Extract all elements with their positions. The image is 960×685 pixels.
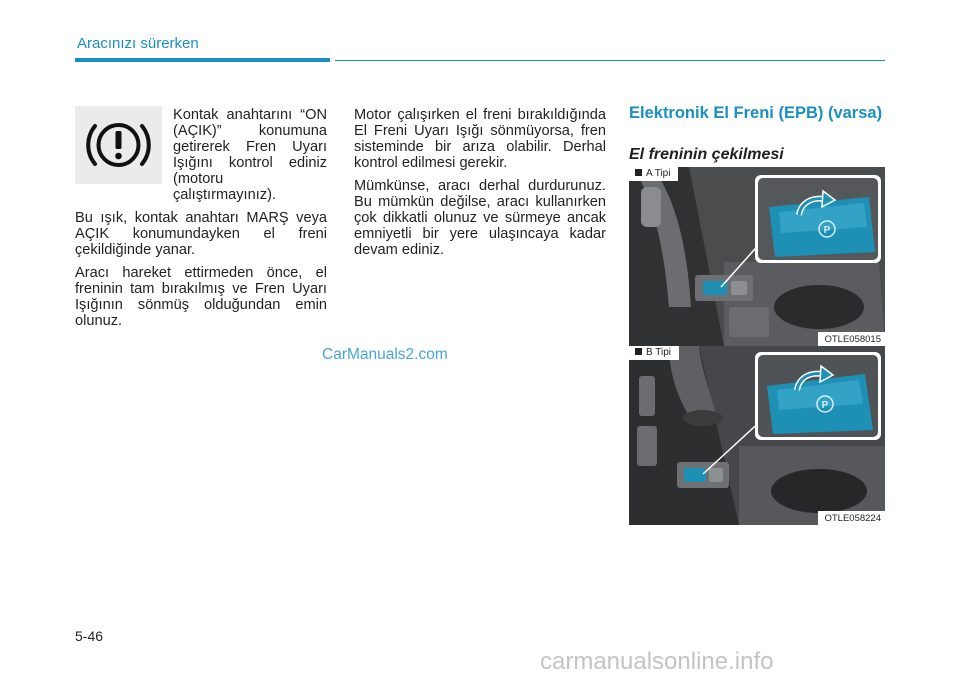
figure-a-tag-label: A Tipi	[646, 168, 671, 179]
header-rule-thick	[75, 58, 330, 62]
console-photo-b	[629, 346, 885, 525]
section-title: Aracınızı sürerken	[77, 35, 199, 52]
column1-paragraph-1: Bu ışık, kontak anahtarı MARŞ veya AÇIK konumundayken el freni çekildiğinde yanar.	[75, 210, 327, 258]
figure-a-tag	[629, 167, 678, 181]
column1-paragraph-2: Aracı hareket ettirmeden önce, el freninin tam bırakılmış ve Fren Uyarı Işığının sönmüş olduğundan emin olunuz.	[75, 265, 327, 329]
column1-body	[75, 210, 327, 329]
page-number: 5-46	[75, 628, 104, 644]
figure-type-b	[629, 346, 885, 525]
footer-watermark: carmanualsonline.info	[540, 648, 774, 675]
epb-button-glyph-b: P	[821, 400, 829, 411]
brake-warning-icon-box	[75, 106, 162, 184]
column2-paragraph-2: Mümkünse, aracı derhal durdurunuz. Bu mümkün değilse, aracı kullanırken çok dikkatli olunuz ve sürmeye ancak emniyetli bir yere ulaşıncaya kadar devam ediniz.	[354, 178, 606, 258]
figure-a-code: OTLE058015	[818, 332, 885, 346]
watermark-link[interactable]: CarManuals2.com	[322, 346, 448, 363]
epb-heading: Elektronik El Freni (EPB) (varsa)	[629, 104, 883, 122]
figure-b-tag-label: B Tipi	[646, 347, 672, 358]
column2-body	[354, 107, 606, 258]
epb-subheading: El freninin çekilmesi	[629, 146, 784, 163]
icon-note-text: Kontak anahtarını “ON (AÇIK)” konumuna getirerek Fren Uyarı Işığını kontrol ediniz (motoru çalıştırmayınız).	[173, 107, 327, 203]
figure-b-tag	[629, 346, 679, 360]
epb-button-glyph-a: P	[823, 225, 831, 236]
figure-b-code: OTLE058224	[818, 511, 885, 525]
brake-warning-icon	[75, 106, 162, 184]
column2-paragraph-1: Motor çalışırken el freni bırakıldığında El Freni Uyarı Işığı sönmüyorsa, fren sisteminde bir arıza olabilir. Derhal kontrol edilmesi gerekir.	[354, 107, 606, 171]
figure-type-a	[629, 167, 885, 346]
icon-note	[173, 107, 327, 203]
console-photo-a	[629, 167, 885, 346]
header-rule-thin	[335, 60, 885, 62]
